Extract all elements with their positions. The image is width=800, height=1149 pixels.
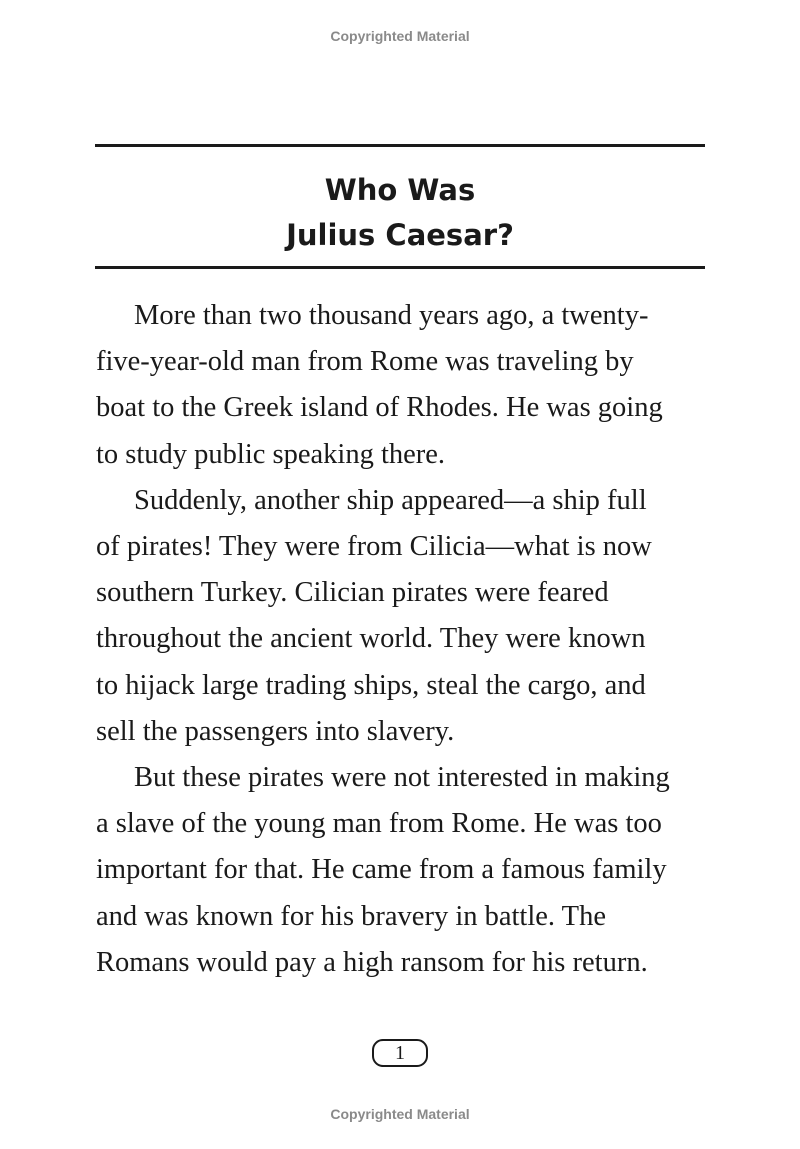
text-line: throughout the ancient world. They were known [96, 623, 646, 655]
chapter-title [95, 168, 705, 258]
text-line: important for that. He came from a famous family [96, 854, 667, 886]
paragraph-3 [96, 755, 714, 986]
title-rule-top [95, 144, 705, 147]
text-line: to hijack large trading ships, steal the cargo, and [96, 669, 646, 701]
text-line: and was known for his bravery in battle. The [96, 900, 606, 932]
text-line: But these pirates were not interested in making [134, 762, 670, 794]
text-line: Suddenly, another ship appeared—a ship full [134, 484, 647, 516]
body-text [96, 293, 714, 986]
text-line: Romans would pay a high ransom for his return. [96, 946, 648, 978]
text-line: sell the passengers into slavery. [96, 715, 455, 747]
text-line: More than two thousand years ago, a twenty- [134, 300, 649, 331]
text-line: southern Turkey. Cilician pirates were feared [96, 577, 609, 609]
copyright-watermark-bottom: Copyrighted Material [330, 1106, 470, 1122]
title-rule-bottom [95, 266, 705, 269]
text-line: five-year-old man from Rome was traveling by [96, 346, 634, 378]
page-number: 1 [372, 1039, 428, 1067]
text-line: to study public speaking there. [96, 438, 446, 470]
text-line: a slave of the young man from Rome. He was too [96, 808, 662, 840]
text-line: boat to the Greek island of Rhodes. He was going [96, 392, 663, 424]
paragraph-1 [96, 293, 714, 478]
chapter-title-line-2: Julius Caesar? [286, 218, 514, 252]
paragraph-2 [96, 478, 714, 755]
copyright-watermark-top: Copyrighted Material [330, 28, 470, 44]
chapter-title-line-1: Who Was [324, 173, 476, 207]
text-line: of pirates! They were from Cilicia—what is now [96, 531, 652, 563]
